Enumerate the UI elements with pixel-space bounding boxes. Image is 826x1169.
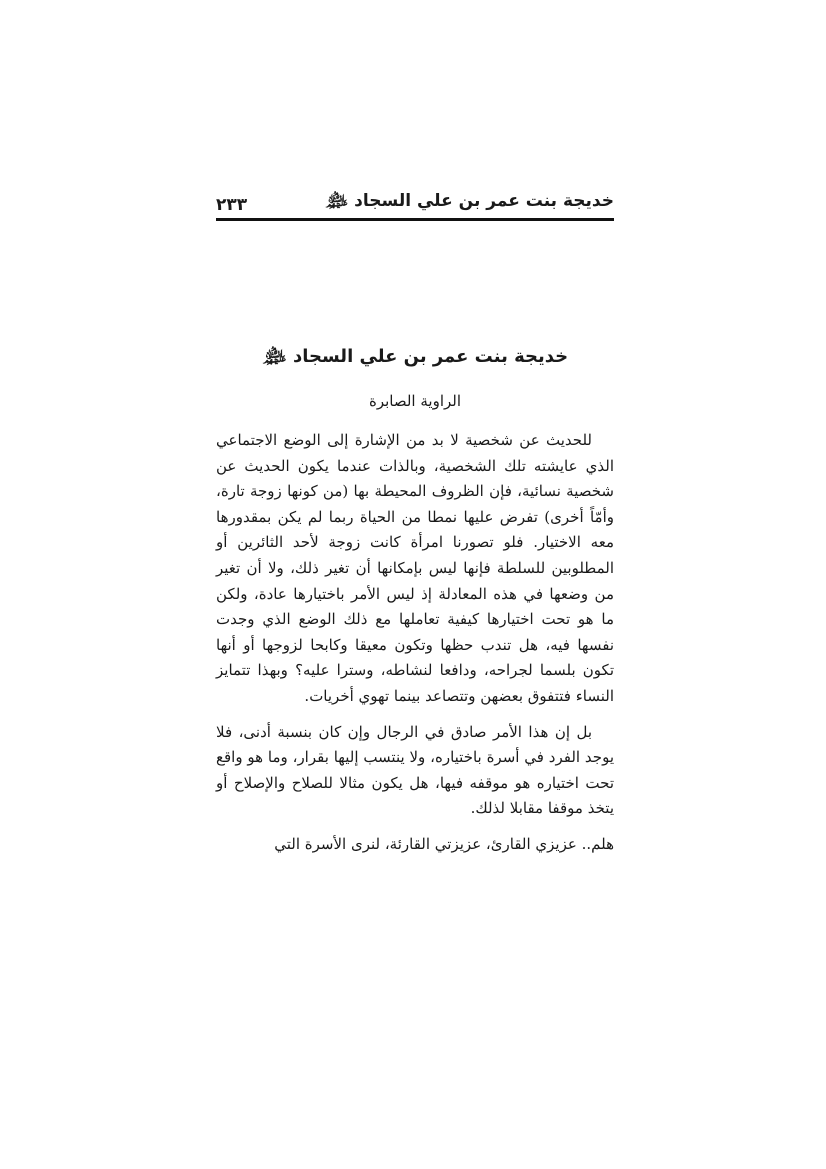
paragraph: هلم.. عزيزي القارئ، عزيزتي القارئة، لنرى الأسرة التي [274,834,614,853]
running-title: خديجة بنت عمر بن علي السجاد ﵈ [324,191,614,211]
paragraph: للحديث عن شخصية لا بد من الإشارة إلى الوضع الاجتماعي الذي عايشته تلك الشخصية، وبالذات عندما يكون الحديث عن شخصية نسائية، فإن الظروف المحيطة بها (من كونها زوجة تارة، وأمّاً أخرى) تفرض عليها نمطا من الحياة ربما لم يكن بمقدورها معه الاختيار. فلو تصورنا امرأة كانت زوجة لأحد الثائرين أو المطلوبين للسلطة فإنها ليس بإمكانها أن تغير ذلك، ولا أن تغير من وضعها في هذه المعادلة إذ ليس الأمر باختيارها عادة، ولكن ما هو تحت اختيارها كيفية تعاملها مع ذلك الوضع الذي وجدت نفسها فيه، هل تندب حظها وتكون معيقا وكابحا لزوجها أو أنها تكون بلسما لجراحه، ودافعا لنشاطه، وسترا عليه؟ وبهذا تتمايز النساء فتتفوق بعضهن وتتصاعد بينما تهوي أخريات. [216,431,614,705]
page-number: ٢٣٣ [216,195,248,215]
paragraph: بل إن هذا الأمر صادق في الرجال وإن كان بنسبة أدنى، فلا يوجد الفرد في أسرة باختياره، ولا ينتسب إليها بقرار، وما هو واقع تحت اختياره هو موقفه فيها، هل يكون مثالا للصلاح والإصلاح أو يتخذ موقفا مقابلا لذلك. [216,722,614,818]
chapter-subtitle: الراوية الصابرة [368,392,462,410]
running-header [216,183,614,215]
body-text [216,428,614,868]
header-rule [216,218,614,221]
chapter-title: خديجة بنت عمر بن علي السجاد ﵈ [261,346,569,367]
